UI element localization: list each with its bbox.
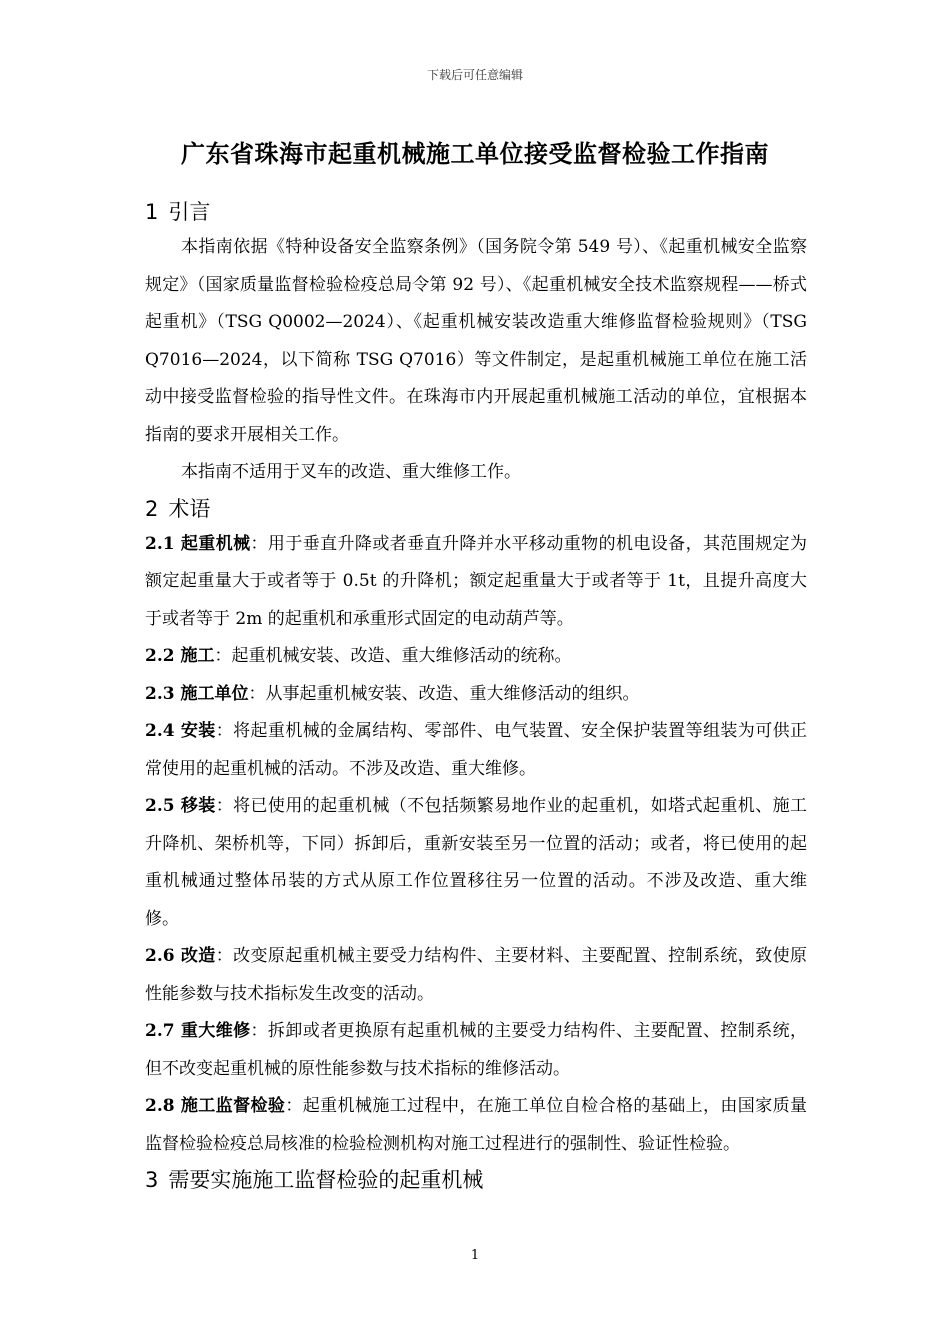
term-2-5 (145, 788, 807, 938)
section-1-number: 1 (145, 200, 159, 224)
term-definition: ：从事起重机械安装、改造、重大维修活动的组织。 (248, 683, 640, 704)
term-definition: ：将起重机械的金属结构、零部件、电气装置、安全保护装置等组装为可供正常使用的起重机械的活动。不涉及改造、重大维修。 (145, 721, 807, 779)
term-label: 2.7 重大维修 (145, 1021, 251, 1041)
term-definition: ：将已使用的起重机械（不包括频繁易地作业的起重机，如塔式起重机、施工升降机、架桥机等，下同）拆卸后，重新安装至另一位置的活动；或者，将已使用的起重机械通过整体吊装的方式从原工作位置移往另一位置的活动。不涉及改造、重大维修。 (145, 796, 807, 929)
section-1-paragraph-2: 本指南不适用于叉车的改造、重大维修工作。 (181, 462, 521, 482)
term-2-1 (145, 526, 807, 639)
term-definition: ：起重机械安装、改造、重大维修活动的统称。 (214, 646, 572, 666)
document-body (145, 195, 807, 1197)
section-1-heading (145, 195, 807, 229)
term-2-3 (145, 676, 807, 714)
section-3-heading (145, 1163, 807, 1197)
term-definition: ：起重机械施工过程中，在施工单位自检合格的基础上，由国家质量监督检验检疫总局核准的检验检测机构对施工过程进行的强制性、验证性检验。 (145, 1096, 808, 1154)
term-2-4 (145, 713, 807, 788)
page-header-note: 下载后可任意编辑 (426, 68, 523, 82)
term-label: 2.5 移装 (145, 796, 216, 816)
term-2-6 (145, 938, 807, 1013)
page-number: 1 (470, 1248, 480, 1263)
section-1-title: 引言 (168, 200, 211, 224)
term-definition: ：用于垂直升降或者垂直升降并水平移动重物的机电设备，其范围规定为额定起重量大于或者等于 0.5t 的升降机；额定起重量大于或者等于 1t，且提升高度大于或者等于 2m 的起重机和承重形式固定的电动葫芦等。 (145, 533, 808, 629)
section-2-heading (145, 492, 807, 526)
section-2-title: 术语 (168, 496, 211, 521)
section-2-number: 2 (145, 496, 159, 521)
term-2-7 (145, 1013, 807, 1088)
term-label: 2.4 安装 (145, 721, 216, 741)
term-label: 2.8 施工监督检验 (145, 1096, 286, 1116)
document-title: 广东省珠海市起重机械施工单位接受监督检验工作指南 (181, 140, 769, 168)
term-definition: ：拆卸或者更换原有起重机械的主要受力结构件、主要配置、控制系统，但不改变起重机械的原性能参数与技术指标的维修活动。 (145, 1021, 808, 1079)
term-2-2 (145, 638, 807, 676)
term-label: 2.3 施工单位 (145, 683, 249, 704)
term-label: 2.1 起重机械 (145, 533, 251, 554)
section-1-paragraph-1: 本指南依据《特种设备安全监察条例》（国务院令第 549 号）、《起重机械安全监察规定》（国家质量监督检验检疫总局令第 92 号）、《起重机械安全技术监察规程——桥式起重机》（TSG Q0002—2024）、《起重机械安装改造重大维修监督检验规则》（TSG Q7016—2024，以下简称 TSG Q7016）等文件制定，是起重机械施工单位在施工活动中接受监督检验的指导性文件。在珠海市内开展起重机械施工活动的单位，宜根据本指南的要求开展相关工作。 (145, 237, 807, 445)
term-label: 2.6 改造 (145, 946, 216, 966)
term-definition: ：改变原起重机械主要受力结构件、主要材料、主要配置、控制系统，致使原性能参数与技术指标发生改变的活动。 (145, 946, 807, 1004)
term-label: 2.2 施工 (145, 646, 215, 666)
term-2-8 (145, 1088, 807, 1163)
section-3-number: 3 (145, 1168, 159, 1192)
section-3-title: 需要实施施工监督检验的起重机械 (168, 1168, 484, 1192)
